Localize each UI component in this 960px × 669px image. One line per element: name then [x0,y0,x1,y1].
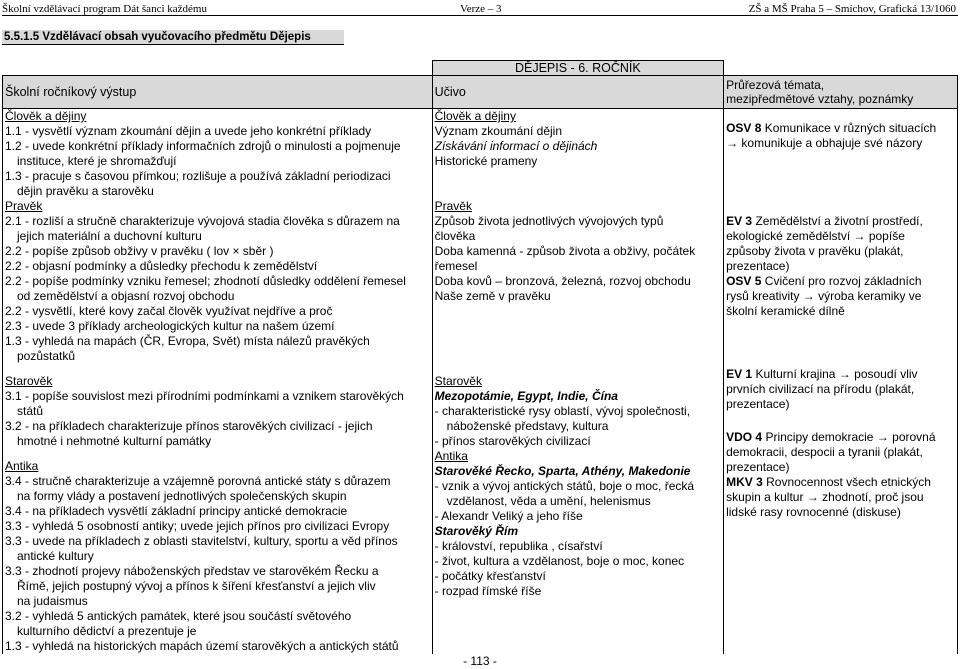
outcome-item-cont: instituce, které je shromažďují [17,154,177,168]
header-middle: Verze – 3 [460,3,502,15]
topic-line: MKV 3 Rovnocennost všech etnických [726,475,931,489]
section-heading: Antika [434,449,468,463]
col-header-topics: Průřezová témata, mezipředmětové vztahy, poznámky [724,76,958,109]
content-item-cont: vzdělanost, věda a umění, helenismus [446,494,651,508]
col-header-outcomes: Školní ročníkový výstup [3,76,433,109]
content-item: Mezopotámie, Egypt, Indie, Čína [434,389,618,403]
outcome-item: 1.3 - pracuje s časovou přímkou; rozlišuje a používá základní periodizaci [5,169,391,183]
outcome-item-cont: na judaismus [17,594,88,608]
arrow-icon: → [726,136,739,150]
arrow-icon: → [806,490,819,504]
content-item: Starověké Řecko, Sparta, Athény, Makedonie [434,464,691,478]
content-item: Význam zkoumání dějin [434,124,563,138]
outcome-item-cont: států [17,404,44,418]
page-header [0,0,960,16]
topic-line: prezentace) [726,397,790,411]
curriculum-table [2,60,958,654]
topic-line: demokracii, despocii a tyranii (plakát, [726,445,923,459]
content-column [432,109,723,655]
outcome-item-cont: na formy vlády a postavení jednotlivých společenských skupin [17,489,347,503]
outcome-item: 3.2 - na příkladech charakterizuje přínos starověkých civilizací - jejich [5,419,373,433]
outcome-item: 3.1 - popíše souvislost mezi přírodními podmínkami a vznikem starověkých [5,389,404,403]
section-heading: Pravěk [5,199,43,213]
topic-line: rysů kreativity → výroba keramiky ve [726,289,922,303]
outcome-item-cont: od zemědělství a objasní rozvoj obchodu [17,289,235,303]
topic-line: VDO 4 Principy demokracie → porovná [726,430,936,444]
outcome-item: 1.1 - vysvětlí význam zkoumání dějin a uvede jeho konkrétní příklady [5,124,372,138]
outcome-item: 3.3 - uvede na příkladech z oblasti stavitelství, kultury, sportu a věd přínos [5,534,398,548]
outcome-item: 2.1 - rozliší a stručně charakterizuje vývojová stadia člověka s důrazem na [5,214,400,228]
outcome-item-cont: hmotné i nehmotné kulturní památky [17,434,212,448]
topic-line: školní keramické dílně [726,304,845,318]
content-item: - království, republika , císařství [434,539,603,553]
outcome-item: 2.2 - popíše podmínky vzniku řemesel; zhodnotí důsledky oddělení řemesel [5,274,406,288]
arrow-icon: → [853,229,866,243]
outcome-item-cont: Římě, jejich postupný vývoj a přínos k šíření křesťanství a jejich vliv [17,579,376,593]
topics-column [724,109,958,655]
outcomes-column [3,109,433,655]
section-heading: Pravěk [434,199,472,213]
topic-line: prvních civilizací na přírodu (plakát, [726,382,915,396]
content-item: Získávání informací o dějinách [434,139,598,153]
outcome-item: 2.3 - uvede 3 příklady archeologických kultur na našem území [5,319,335,333]
topic-line: skupin a kultur → zhodnotí, proč jsou [726,490,924,504]
outcome-item: 3.3 - vyhledá 5 osobností antiky; uvede jejich přínos pro civilizaci Evropy [5,519,390,533]
outcome-item-cont: dějin pravěku a starověku [17,184,154,198]
outcome-item: 3.3 - zhodnotí projevy náboženských představ ve starověkém Řecku a [5,564,379,578]
topic-line: EV 1 Kulturní krajina → posoudí vliv [726,367,918,381]
arrow-icon: → [838,367,851,381]
table-title: DĚJEPIS - 6. ROČNÍK [432,61,723,76]
topic-line: EV 3 Zemědělství a životní prostředí, [726,214,923,228]
content-item: Naše země v pravěku [434,289,551,303]
section-heading: Člověk a dějiny [5,109,87,123]
content-item: - počátky křesťanství [434,569,546,583]
arrow-icon: → [876,430,889,444]
content-item: řemesel [434,259,478,273]
section-title: 5.5.1.5 Vzdělávací obsah vyučovacího předmětu Dějepis [2,30,344,45]
outcome-item: 3.4 - stručně charakterizuje a vzájemně porovná antické státy s důrazem [5,474,391,488]
outcome-item: 2.2 - objasní podmínky a důsledky přechodu k zemědělství [5,259,318,273]
content-item: - vznik a vývoj antických států, boje o moc, řecká [434,479,695,493]
content-item: - život, kultura a vzdělanost, boje o moc, konec [434,554,685,568]
outcome-item: 3.2 - vyhledá 5 antických památek, které jsou součástí světového [5,609,352,623]
section-heading: Starověk [5,374,53,388]
content-item: člověka [434,229,476,243]
outcome-item: 2.2 - vysvětlí, které kovy začal člověk využívat nejdříve a proč [5,304,333,318]
section-heading: Starověk [434,374,482,388]
section-heading: Člověk a dějiny [434,109,516,123]
outcome-item-cont: pozůstatků [17,349,76,363]
header-rule [2,15,958,16]
content-item: - přínos starověkých civilizací [434,434,591,448]
outcome-item-cont: kulturního dědictví a prezentuje je [17,624,197,638]
outcome-item: 3.4 - na příkladech vysvětlí základní principy antické demokracie [5,504,348,518]
outcome-item: 1.3 - vyhledá na mapách (ČR, Evropa, Svět) místa nálezů pravěkých [5,334,370,348]
content-item: Doba kamenná - způsob života a obživy, počátek [434,244,696,258]
col-header-content: Učivo [432,76,723,109]
outcome-item-cont: jejich materiální a duchovní kulturu [17,229,202,243]
header-right: ZŠ a MŠ Praha 5 – Smíchov, Grafická 13/1060 [748,3,956,15]
topic-line: → komunikuje a obhajuje své názory [726,136,923,150]
outcome-item-cont: antické kultury [17,549,94,563]
header-left: Školní vzdělávací program Dát šanci každému [2,3,207,15]
content-item: Způsob života jednotlivých vývojových typů [434,214,664,228]
topic-line: ekologické zemědělství → popíše [726,229,905,243]
topic-line: způsoby života v pravěku (plakát, [726,244,904,258]
content-item: Starověký Řím [434,524,518,538]
content-item: - charakteristické rysy oblastí, vývoj společnosti, [434,404,691,418]
content-item: Doba kovů – bronzová, železná, rozvoj obchodu [434,274,691,288]
topic-line: OSV 8 Komunikace v různých situacích [726,121,937,135]
arrow-icon: → [802,289,815,303]
page-number: - 113 - [463,654,497,668]
topic-line: prezentace) [726,460,790,474]
topic-line: prezentace) [726,259,790,273]
content-item: - rozpad římské říše [434,584,542,598]
content-item: Historické prameny [434,154,538,168]
topic-line: lidské rasy rovnocenné (diskuse) [726,505,901,519]
outcome-item: 2.2 - popíše způsob obživy v pravěku ( lov × sběr ) [5,244,274,258]
content-item: - Alexandr Veliký a jeho říše [434,509,583,523]
outcome-item: 1.3 - vyhledá na historických mapách území starověkých a antických států [5,639,399,653]
topic-line: OSV 5 Cvičení pro rozvoj základních [726,274,922,288]
content-item-cont: náboženské představy, kultura [446,419,609,433]
outcome-item: 1.2 - uvede konkrétní příklady informačních zdrojů o minulosti a pojmenuje [5,139,401,153]
section-heading: Antika [5,459,39,473]
